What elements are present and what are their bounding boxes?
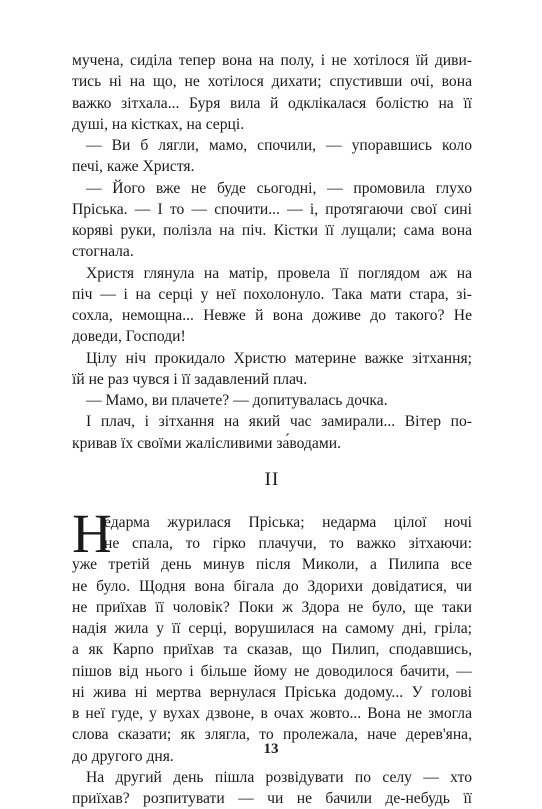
text-line: мучена, сиділа тепер вона на полу, і не хотілося їй диви- xyxy=(72,52,472,69)
text-line: пішов від нього і більше йому не доводилося бачити, — xyxy=(72,662,472,680)
text-line: надія жила у її серці, ворушилася на самому дні, гріла; xyxy=(72,620,472,637)
chapter-opening xyxy=(72,502,472,564)
text-line: тись ні на що, не хотілося дихати; спустивши очі, вона xyxy=(72,73,472,91)
text-line: На другий день пішла розвідувати по селу — хто xyxy=(86,768,472,786)
text-line: ні жива ні мертва вернулася Пріська додому... У голові xyxy=(72,683,472,701)
page-number: 13 xyxy=(263,741,279,757)
text-line: І плач, і зітхання на який час замирали... Вітер по- xyxy=(86,413,472,431)
text-line: коряві руки, полізла на піч. Кістки її лущали; сама вона xyxy=(72,222,472,239)
text-line: — Ви б лягли, мамо, спочили, — упоравшись коло xyxy=(86,137,472,154)
text-line: доведи, Господи! xyxy=(72,328,186,346)
text-line: уже третій день минув після Миколи, а Пилипа все xyxy=(72,556,472,574)
text-line: слова сказати; як злягла, то пролежала, наче дерев'яна, xyxy=(72,726,472,744)
page-text xyxy=(72,50,472,809)
text-line: душі, на кістках, на серці. xyxy=(72,115,245,133)
text-line: Цілу ніч прокидало Христю материне важке зітхання; xyxy=(86,349,472,367)
text-line: не було. Щодня вона бігала до Здорихи довідатися, чи xyxy=(72,577,472,595)
text-line: важко зітхала... Буря вила й одклікалася болістю на її xyxy=(72,94,472,112)
text-line: Пріська. — І то — спочити... — і, протягаючи свої сині xyxy=(72,200,472,218)
text-line: едарма журилася Пріська; недарма цілої ночі xyxy=(104,513,472,531)
chapter-heading: II xyxy=(264,468,280,490)
text-line: стогнала. xyxy=(72,243,134,261)
text-line: Христя глянула на матір, провела її поглядом аж на xyxy=(86,264,472,282)
text-line: не спала, то гірко плачучи, то важко зітхаючи: xyxy=(104,535,472,552)
paragraphs-after-heading xyxy=(72,554,472,809)
text-line: кривав їх своїми жалісливими за́водами. xyxy=(72,434,341,452)
drop-cap-letter: Н xyxy=(72,502,112,564)
text-line: сохла, немощна... Невже й вона доживе до такого? Не xyxy=(72,307,472,324)
text-line: піч — і на серці у неї похолонуло. Така мати стара, зі- xyxy=(72,285,472,303)
text-line: до другого дня. xyxy=(72,747,174,765)
text-line: печі, каже Христя. xyxy=(72,158,195,176)
text-line: приїхав? розпитувати — чи не бачили де-небудь її xyxy=(72,790,472,807)
paragraphs-before-heading xyxy=(72,50,472,454)
text-line: — Його вже не буде сьогодні, — промовила глухо xyxy=(86,179,472,197)
text-line: а як Карпо приїхав та сказав, що Пилип, сподавшись, xyxy=(72,641,472,659)
text-line: в неї гуде, у вухах дзвоне, в очах жовто... Вона не змогла xyxy=(72,705,472,722)
text-line: їй не раз чувся і її задавлений плач. xyxy=(72,370,308,388)
text-line: не приїхав її чоловік? Поки ж Здора не було, ще таки xyxy=(72,598,472,616)
text-line: — Мамо, ви плачете? — допитувалась дочка. xyxy=(86,392,388,409)
